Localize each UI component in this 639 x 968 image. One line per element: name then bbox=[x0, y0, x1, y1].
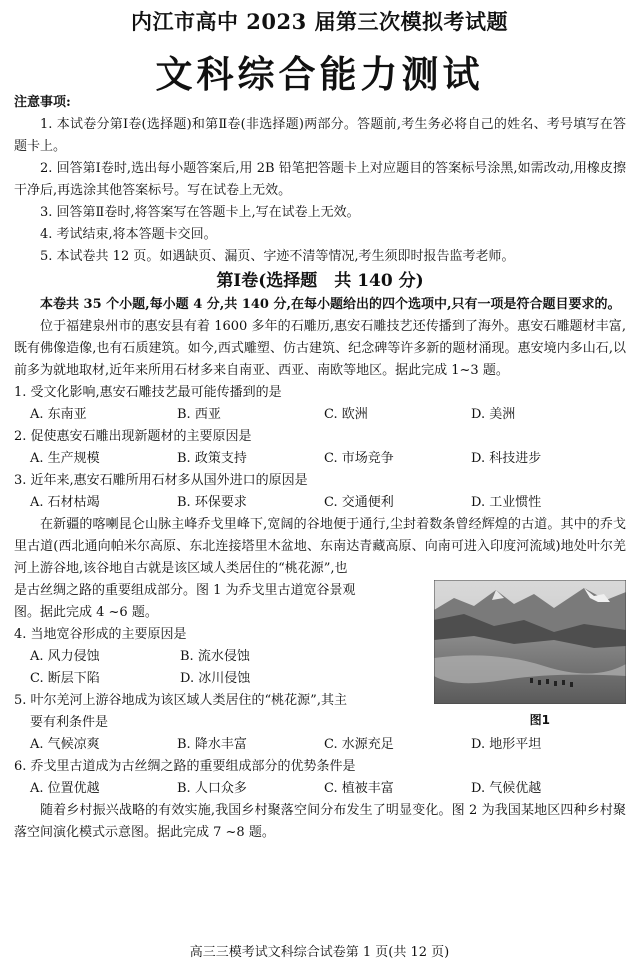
notice-item-5: 5. 本试卷共 12 页。如遇缺页、漏页、字迹不清等情况,考生须即时报告监考老师。 bbox=[40, 249, 515, 264]
question-options bbox=[14, 404, 626, 426]
option-c: C. 植被丰富 bbox=[324, 781, 394, 796]
question-4-options-row-2 bbox=[14, 668, 424, 690]
notice-item-3: 3. 回答第Ⅱ卷时,将答案写在答题卡上,写在试卷上无效。 bbox=[40, 205, 360, 220]
question-stem: 3. 近年来,惠安石雕所用石材多从国外进口的原因是 bbox=[14, 473, 308, 488]
question-5-stem-line-2: 要有利条件是 bbox=[30, 715, 109, 730]
option-a: A. 风力侵蚀 bbox=[30, 649, 100, 664]
exam-title: 内江市高中 2023 届第三次模拟考试题 bbox=[130, 9, 509, 34]
notice-item-4: 4. 考试结束,将本答题卡交回。 bbox=[40, 227, 217, 242]
question-6 bbox=[14, 756, 626, 800]
figure-wrap-area bbox=[14, 580, 626, 734]
option-b: B. 政策支持 bbox=[177, 451, 247, 466]
question-options bbox=[14, 492, 626, 514]
exam-subject-title: 文科综合能力测试 bbox=[155, 52, 484, 96]
option-a: A. 生产规模 bbox=[30, 451, 100, 466]
question-4-stem: 4. 当地宽谷形成的主要原因是 bbox=[14, 627, 187, 642]
option-d: D. 工业惯性 bbox=[471, 495, 542, 510]
option-a: A. 石材枯竭 bbox=[30, 495, 100, 510]
notice-heading: 注意事项: bbox=[14, 95, 71, 110]
question-stem: 1. 受文化影响,惠安石雕技艺最可能传播到的是 bbox=[14, 385, 282, 400]
question-2 bbox=[14, 426, 626, 470]
question-3 bbox=[14, 470, 626, 514]
option-b: B. 西亚 bbox=[177, 407, 221, 422]
notice-item-2: 2. 回答第Ⅰ卷时,选出每小题答案后,用 2B 铅笔把答题卡上对应题目的答案标号涂黑,如需改动,用橡皮擦干净后,再选涂其他答案标号。写在试卷上无效。 bbox=[14, 161, 626, 198]
option-d: D. 气候优越 bbox=[471, 781, 542, 796]
option-b: B. 环保要求 bbox=[177, 495, 247, 510]
option-c: C. 断层下陷 bbox=[30, 671, 100, 686]
figure-1-caption: 图1 bbox=[529, 713, 550, 727]
passage-rural-settlement: 随着乡村振兴战略的有效实施,我国乡村聚落空间分布发生了明显变化。图 2 为我国某地区四种乡村聚落空间演化模式示意图。据此完成 7 ~8 题。 bbox=[14, 803, 626, 840]
exam-content bbox=[14, 92, 626, 844]
passage-wrap-line-2: 图。据此完成 4 ~6 题。 bbox=[14, 605, 158, 620]
option-d: D. 美洲 bbox=[471, 407, 516, 422]
passage-wrap-line-1: 是古丝绸之路的重要组成部分。图 1 为乔戈里古道宽谷景观 bbox=[14, 583, 356, 598]
section-title: 第Ⅰ卷(选择题 共 140 分) bbox=[216, 271, 424, 291]
passage-stone-carving: 位于福建泉州市的惠安县有着 1600 多年的石雕历,惠安石雕技艺还传播到了海外。惠安石雕题材丰富,既有佛像造像,也有石质建筑。如今,西式雕塑、仿古建筑、纪念碑等许多新的题材涌现。惠安境内多山石,以前多为就地取材,近年来所用石材多来自南亚、西亚、南欧等地区。据此完成 1~3 题。 bbox=[14, 319, 626, 378]
option-c: C. 交通便利 bbox=[324, 495, 394, 510]
option-b: B. 人口众多 bbox=[177, 781, 247, 796]
option-b: B. 降水丰富 bbox=[177, 737, 247, 752]
question-options bbox=[14, 448, 626, 470]
option-d: D. 冰川侵蚀 bbox=[180, 671, 251, 686]
option-d: D. 科技进步 bbox=[471, 451, 542, 466]
question-1 bbox=[14, 382, 626, 426]
option-a: A. 位置优越 bbox=[30, 781, 100, 796]
option-a: A. 气候凉爽 bbox=[30, 737, 100, 752]
question-5-options bbox=[14, 734, 626, 756]
option-c: C. 欧洲 bbox=[324, 407, 368, 422]
option-a: A. 东南亚 bbox=[30, 407, 87, 422]
question-5-stem-line-1: 5. 叶尔羌河上游谷地成为该区域人类居住的“桃花源”,其主 bbox=[14, 693, 347, 708]
question-4-options-row-1 bbox=[14, 646, 424, 668]
section-intro: 本卷共 35 个小题,每小题 4 分,共 140 分,在每小题给出的四个选项中,只有一项是符合题目要求的。 bbox=[40, 297, 621, 312]
option-c: C. 水源充足 bbox=[324, 737, 394, 752]
wrapped-text-column bbox=[14, 580, 424, 734]
passage-ancient-road: 在新疆的喀喇昆仑山脉主峰乔戈里峰下,宽阔的谷地便于通行,尘封着数条曾经辉煌的古道。其中的乔戈里古道(西北通向帕米尔高原、东北连接塔里木盆地、东南达青藏高原、向南可进入印度河流域)地处叶尔羌河上游谷地,该谷地自古就是该区域人类居住的“桃花源”,也 bbox=[14, 517, 626, 576]
question-stem: 2. 促使惠安石雕出现新题材的主要原因是 bbox=[14, 429, 252, 444]
question-stem: 6. 乔戈里古道成为古丝绸之路的重要组成部分的优势条件是 bbox=[14, 759, 356, 774]
option-c: C. 市场竞争 bbox=[324, 451, 394, 466]
option-d: D. 地形平坦 bbox=[471, 737, 542, 752]
valley-landscape-photo bbox=[434, 580, 626, 704]
page-footer: 高三三模考试文科综合试卷第 1 页(共 12 页) bbox=[189, 945, 450, 960]
question-options bbox=[14, 778, 626, 800]
option-b: B. 流水侵蚀 bbox=[180, 649, 250, 664]
notice-item-1: 1. 本试卷分第Ⅰ卷(选择题)和第Ⅱ卷(非选择题)两部分。答题前,考生务必将自己的姓名、考号填写在答题卡上。 bbox=[14, 117, 626, 154]
